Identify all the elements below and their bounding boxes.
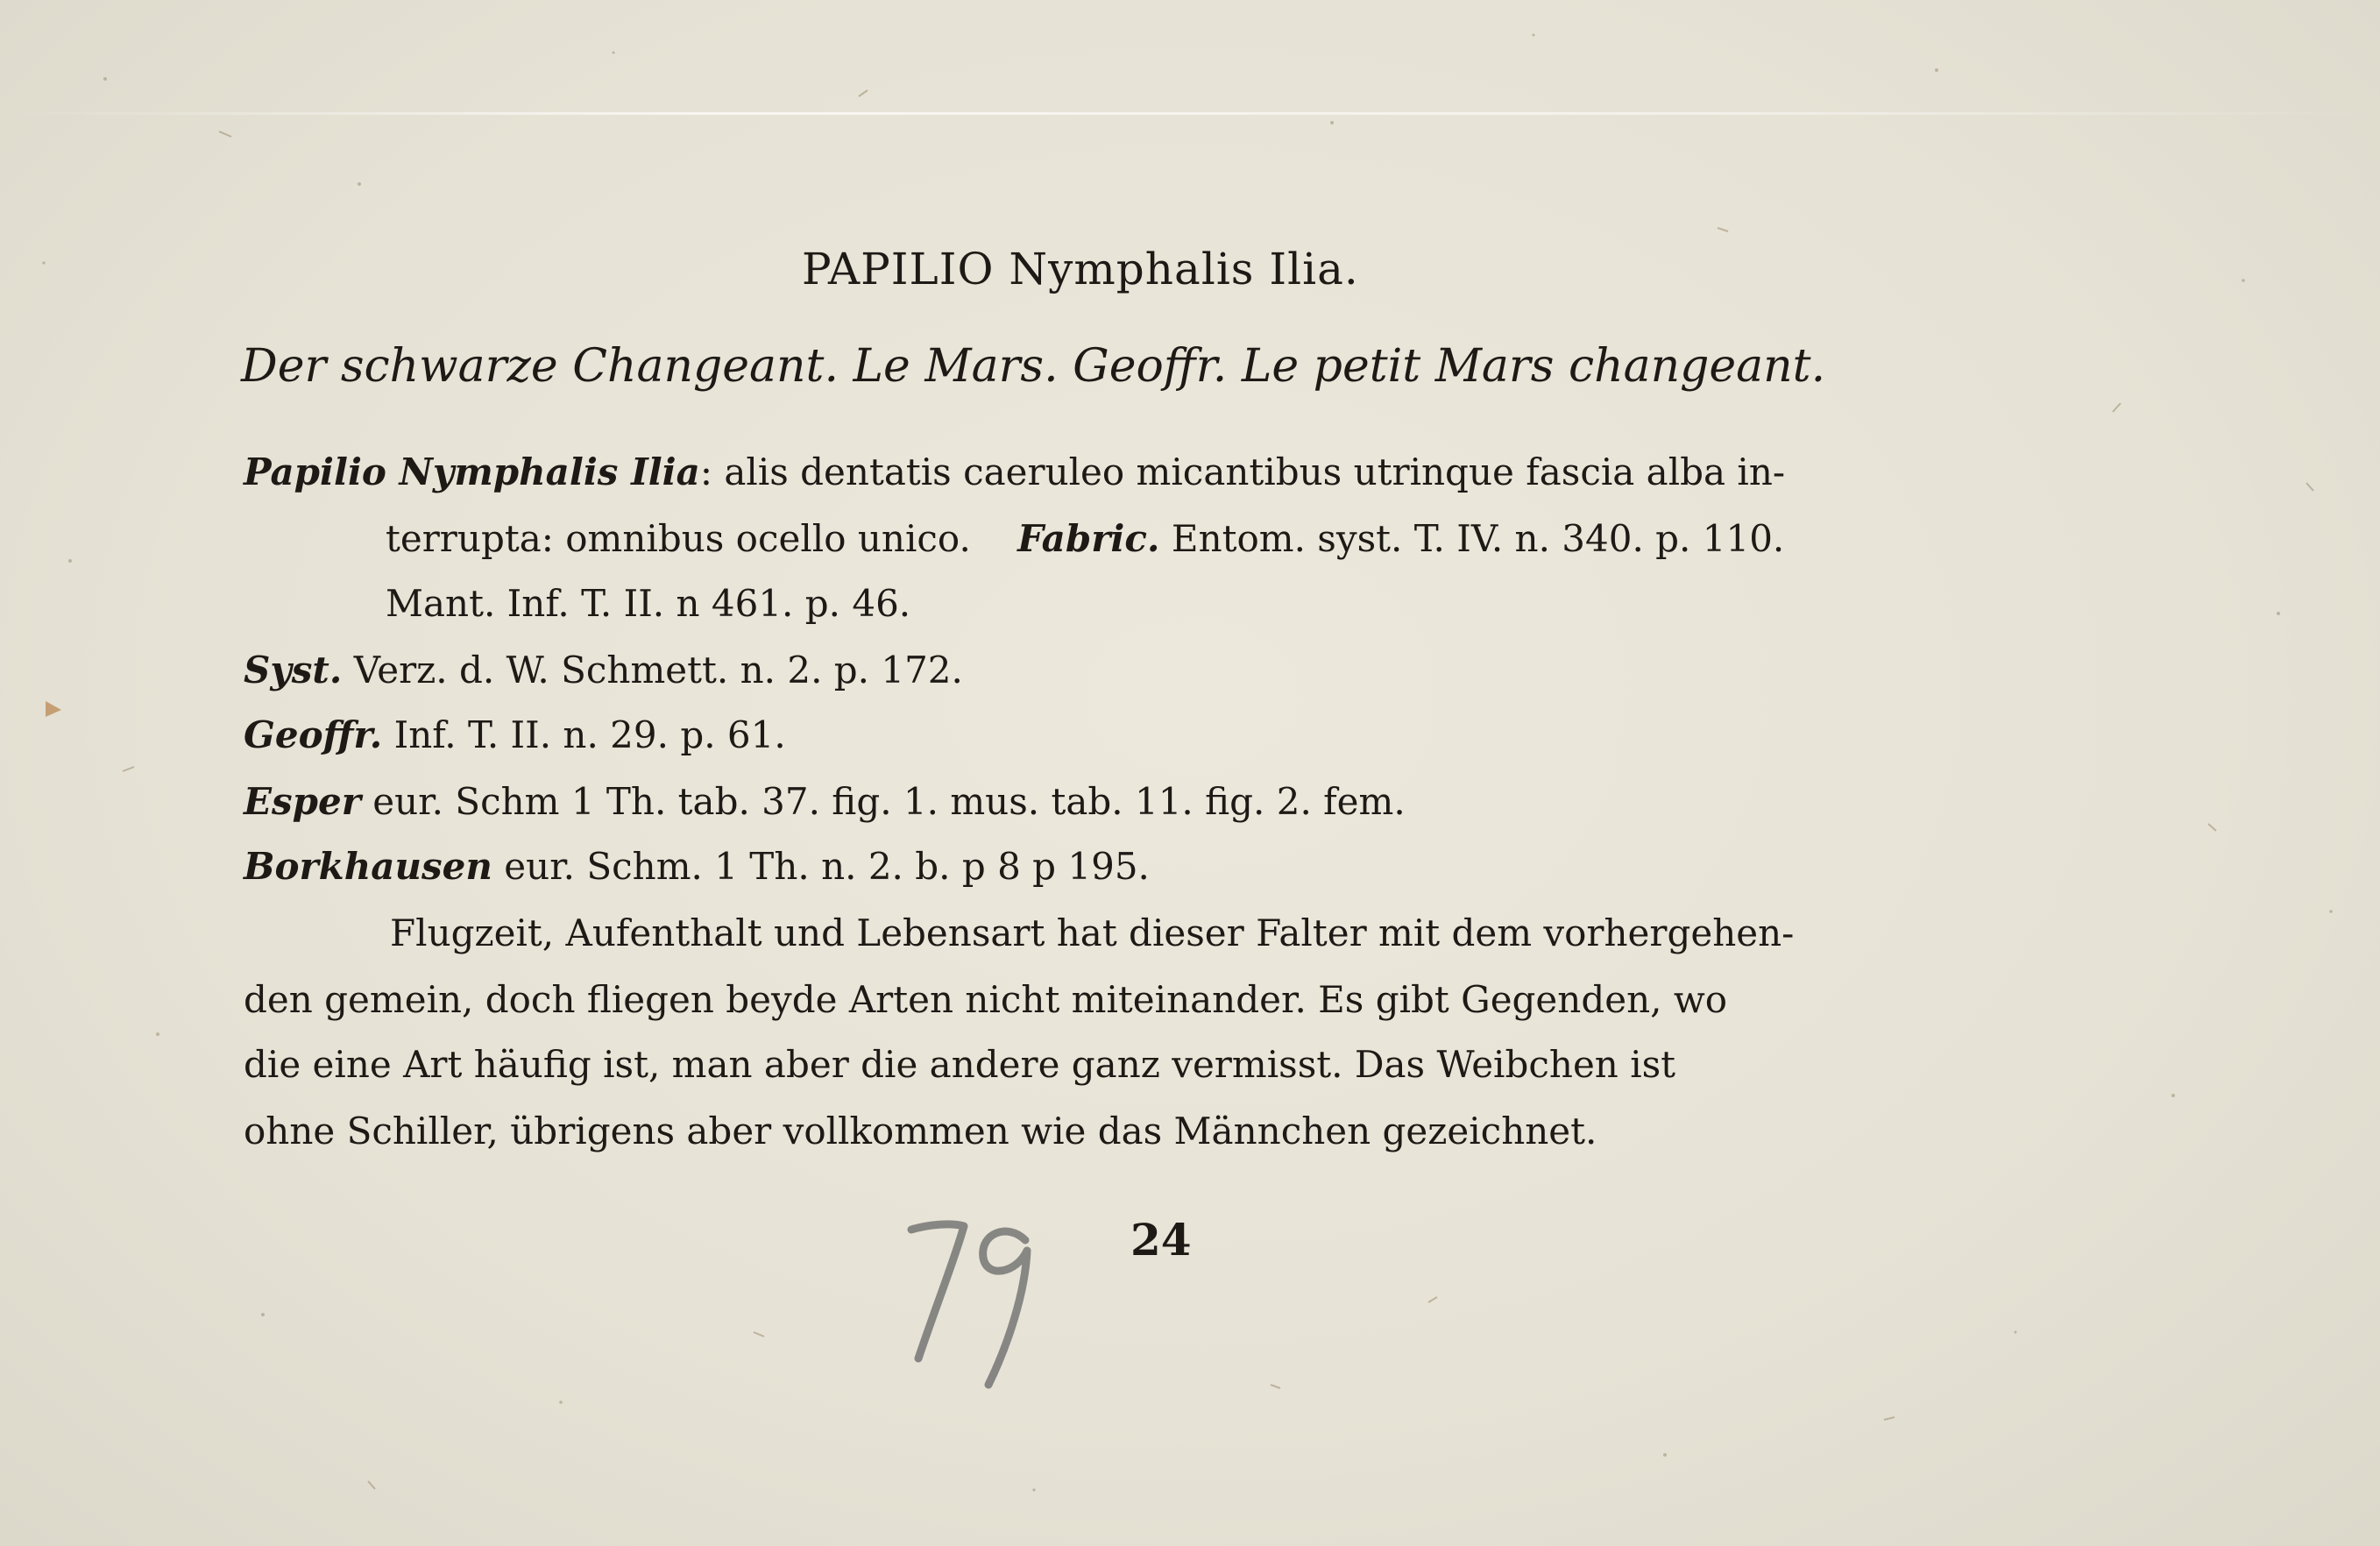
reference-author: Fabric.	[1017, 517, 1160, 560]
document-subtitle: Der schwarze Changeant. Le Mars. Geoffr. Le petit Mars changeant.	[241, 340, 1826, 393]
reference-line	[244, 845, 1150, 888]
reference-text: Inf. T. II. n. 29. p. 61.	[393, 713, 786, 756]
reference-line	[244, 649, 963, 691]
reference-name: Borkhausen	[244, 845, 492, 888]
reference-text: eur. Schm 1 Th. tab. 37. fig. 1. mus. tab. 11. fig. 2. fem.	[372, 780, 1406, 823]
reference-continuation-text: terrupta: omnibus ocello unico.	[386, 517, 971, 560]
reference-name: Esper	[244, 780, 361, 823]
reference-continuation-text: Mant. Inf. T. II. n 461. p. 46.	[386, 582, 911, 625]
reference-text: Verz. d. W. Schmett. n. 2. p. 172.	[353, 649, 963, 691]
reference-name: Geoffr.	[244, 713, 383, 756]
reference-continuation	[386, 517, 1785, 560]
reference-name: Syst.	[244, 649, 343, 691]
paragraph-line: ohne Schiller, übrigens aber vollkommen wie das Männchen gezeichnet.	[244, 1110, 1597, 1152]
reference-name: Papilio Nymphalis Ilia	[244, 450, 700, 493]
pencil-note-79	[876, 1205, 1069, 1398]
reference-continuation-text: Entom. syst. T. IV. n. 340. p. 110.	[1171, 517, 1785, 560]
reference-line	[244, 713, 786, 756]
reference-line	[244, 450, 1786, 493]
reference-line	[244, 780, 1406, 823]
paragraph-line: die eine Art häufig ist, man aber die andere ganz vermisst. Das Weibchen ist	[244, 1043, 1676, 1086]
reference-text: eur. Schm. 1 Th. n. 2. b. p 8 p 195.	[504, 845, 1150, 888]
page-number: 24	[1130, 1214, 1192, 1266]
paragraph-line: Flugzeit, Aufenthalt und Lebensart hat dieser Falter mit dem vorhergehen-	[390, 911, 1795, 954]
paragraph-line: den gemein, doch fliegen beyde Arten nicht miteinander. Es gibt Gegenden, wo	[244, 978, 1728, 1021]
reference-text: : alis dentatis caeruleo micantibus utrinque fascia alba in-	[699, 450, 1786, 493]
reference-continuation	[386, 582, 911, 625]
document-title: PAPILIO Nymphalis Ilia.	[802, 244, 1359, 294]
